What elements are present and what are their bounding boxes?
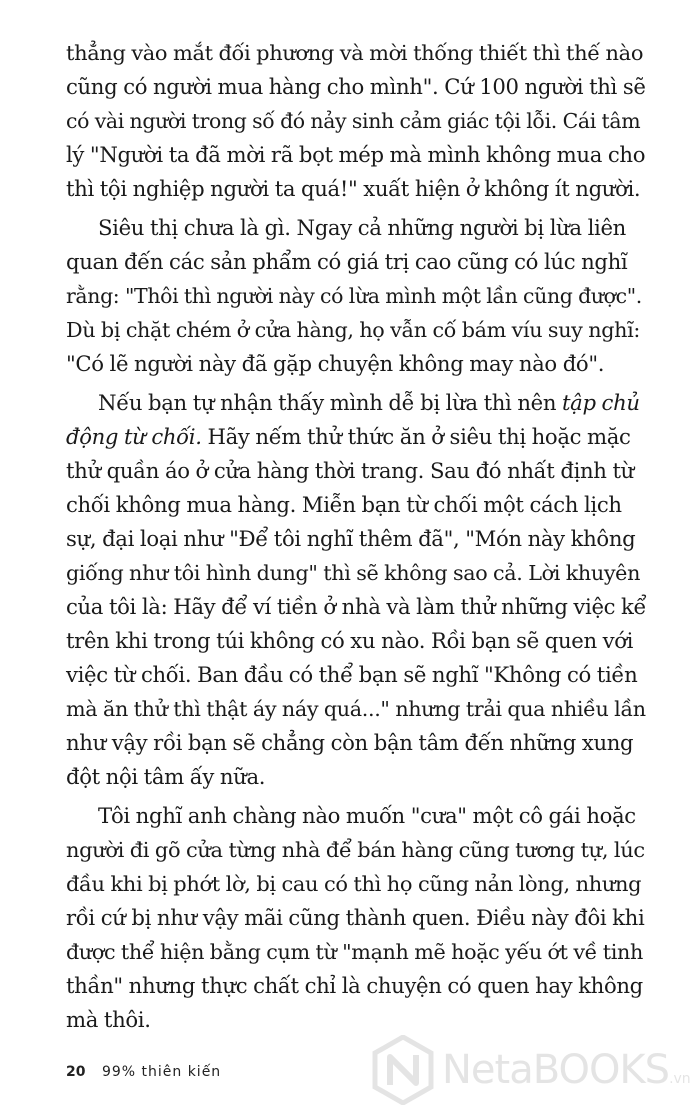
text-line (66, 901, 646, 935)
text-line (66, 420, 646, 454)
watermark-text (442, 1047, 691, 1093)
text-line (66, 799, 646, 833)
text-segment: như vậy rồi bạn sẽ chẳng còn bận tâm đến những xung (66, 730, 634, 755)
text-line (66, 454, 646, 488)
text-segment: trên khi trong túi không có xu nào. Rồi bạn sẽ quen với (66, 628, 634, 653)
body-paragraph (66, 386, 646, 794)
text-segment: Dù bị chặt chém ở cửa hàng, họ vẫn cố bám víu suy nghĩ: (66, 318, 640, 342)
italic-text: tập chủ (562, 390, 640, 415)
text-line (66, 833, 646, 867)
text-line (66, 279, 646, 313)
text-segment: chối không mua hàng. Miễn bạn từ chối một cách lịch (66, 492, 622, 517)
text-line (66, 172, 646, 206)
watermark-brand: NetaBOOKS (442, 1047, 670, 1093)
text-segment: rằng: "Thôi thì người này có lừa mình một lần cũng được". (66, 284, 642, 308)
text-line (66, 211, 646, 245)
body-paragraph (66, 211, 646, 381)
text-line (66, 935, 646, 969)
text-line (66, 624, 646, 658)
text-segment: thần" nhưng thực chất chỉ là chuyện có quen hay không (66, 973, 643, 998)
text-line (66, 70, 646, 104)
watermark-suffix: .vn (669, 1071, 691, 1087)
text-line (66, 658, 646, 692)
text-segment: mà thôi. (66, 1007, 151, 1032)
text-segment: Siêu thị chưa là gì. Ngay cả những người bị lừa liên (98, 215, 626, 240)
page-number: 20 (66, 1064, 86, 1080)
text-segment: được thể hiện bằng cụm từ "mạnh mẽ hoặc yếu ớt về tinh (66, 940, 643, 964)
body-paragraph (66, 799, 646, 1037)
text-line (66, 522, 646, 556)
netabooks-n-logo-icon (372, 1035, 434, 1105)
text-segment: thử quần áo ở cửa hàng thời trang. Sau đó nhất định từ (66, 458, 634, 483)
text-line (66, 556, 646, 590)
text-segment: lý "Người ta đã mời rã bọt mép mà mình không mua cho (66, 142, 646, 167)
text-line (66, 245, 646, 279)
page-body (66, 36, 646, 1037)
text-segment: giống như tôi hình dung" thì sẽ không sao cả. Lời khuyên (66, 561, 641, 585)
text-segment: quan đến các sản phẩm có giá trị cao cũng có lúc nghĩ (66, 249, 628, 274)
text-line (66, 760, 646, 794)
text-line (66, 386, 646, 420)
running-title: 99% thiên kiến (101, 1064, 222, 1080)
page-footer (66, 1064, 221, 1080)
text-line (66, 347, 646, 381)
text-line (66, 692, 646, 726)
text-segment: thẳng vào mắt đối phương và mời thống thiết thì thế nào (66, 41, 644, 65)
text-segment: cũng có người mua hàng cho mình". Cứ 100 người thì sẽ (66, 74, 646, 99)
text-segment: "Có lẽ người này đã gặp chuyện không may nào đó". (66, 351, 605, 376)
text-line (66, 867, 646, 901)
text-line (66, 488, 646, 522)
text-line (66, 969, 646, 1003)
text-line (66, 138, 646, 172)
text-segment: rồi cứ bị như vậy mãi cũng thành quen. Điều này đôi khi (66, 905, 645, 930)
text-line (66, 313, 646, 347)
text-segment: Tôi nghĩ anh chàng nào muốn "cưa" một cô gái hoặc (98, 803, 636, 828)
body-paragraph (66, 36, 646, 206)
text-segment: việc từ chối. Ban đầu có thể bạn sẽ nghĩ "Không có tiền (66, 662, 638, 687)
text-segment: Nếu bạn tự nhận thấy mình dễ bị lừa thì nên (98, 390, 563, 415)
text-segment: Hãy nếm thử thức ăn ở siêu thị hoặc mặc (201, 424, 631, 449)
text-line (66, 726, 646, 760)
text-line (66, 590, 646, 624)
text-segment: của tôi là: Hãy để ví tiền ở nhà và làm thử những việc kể (66, 594, 647, 619)
text-segment: có vài người trong số đó nảy sinh cảm giác tội lỗi. Cái tâm (66, 109, 641, 133)
text-line (66, 104, 646, 138)
text-line (66, 36, 646, 70)
text-segment: thì tội nghiệp người ta quá!" xuất hiện ở không ít người. (66, 176, 641, 201)
text-segment: đột nội tâm ấy nữa. (66, 764, 266, 789)
text-segment: sự, đại loại như "Để tôi nghĩ thêm đã", "Món này không (66, 526, 636, 551)
text-segment: đầu khi bị phớt lờ, bị cau có thì họ cũng nản lòng, nhưng (66, 872, 642, 896)
netabooks-watermark (372, 1030, 692, 1110)
italic-text: động từ chối. (66, 424, 202, 449)
text-segment: người đi gõ cửa từng nhà để bán hàng cũng tương tự, lúc (66, 838, 645, 862)
text-segment: mà ăn thử thì thật áy náy quá..." nhưng trải qua nhiều lần (66, 697, 646, 721)
